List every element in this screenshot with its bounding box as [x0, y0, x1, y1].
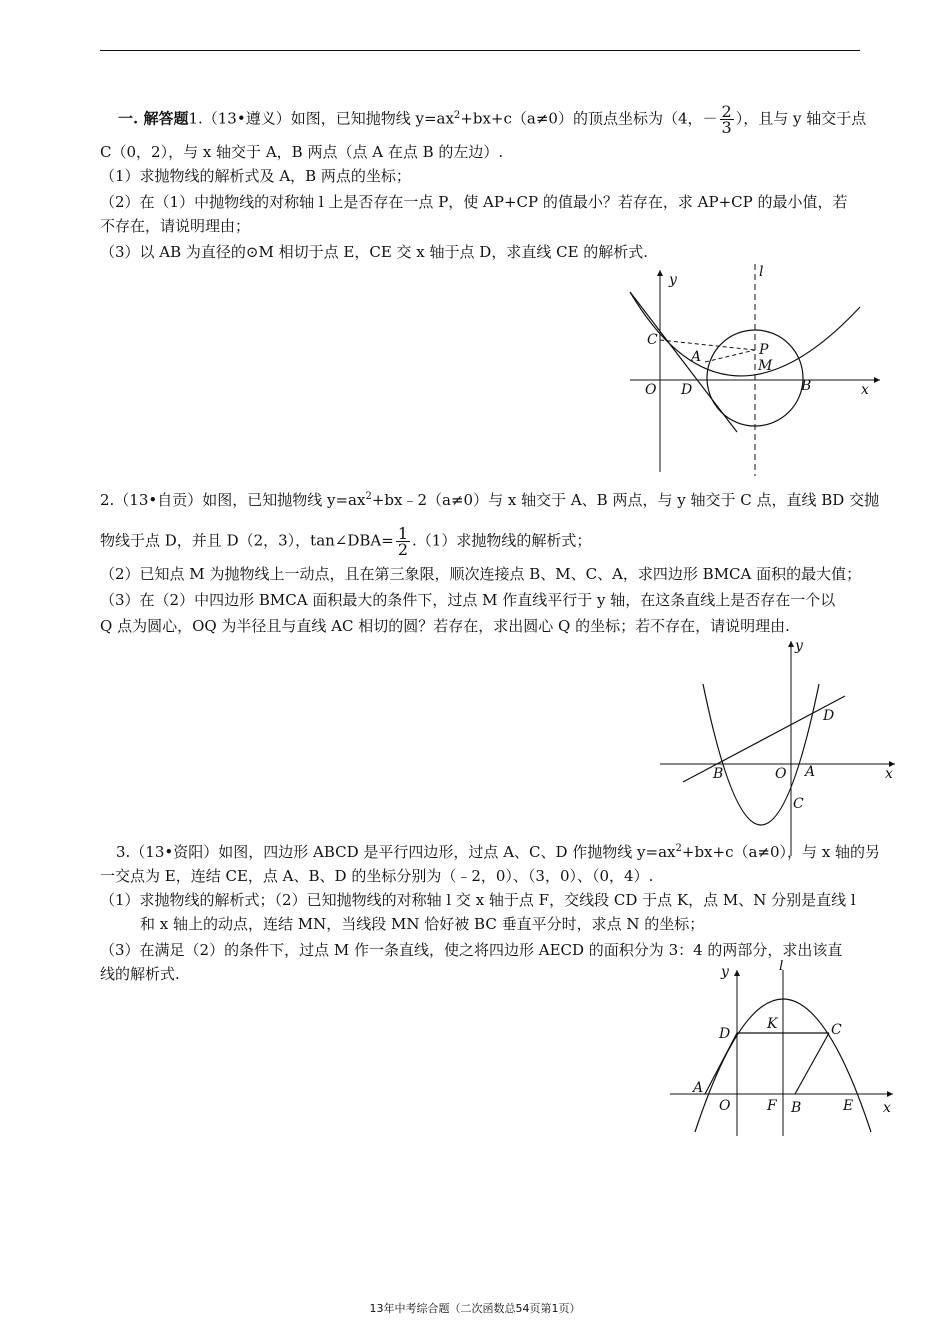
q3-figure	[665, 960, 900, 1144]
fig-label-a: A	[805, 764, 816, 780]
fig-label-e: E	[843, 1098, 854, 1114]
fig-label-b: B	[713, 766, 724, 782]
fig-label-c: C	[793, 796, 804, 812]
q3-line-4: 和 x 轴上的动点，连结 MN，当线段 MN 恰好被 BC 垂直平分时，求点 N 的坐标；	[140, 915, 705, 933]
fig-label-x: x	[885, 766, 893, 782]
side-ad	[705, 1033, 737, 1094]
section-heading: 一. 解答题	[118, 109, 189, 128]
q2-line-5: Q 点为圆心，OQ 为半径且与直线 AC 相切的圆？若存在，求出圆心 Q 的坐标；若不存在，请说明理由.	[100, 617, 790, 635]
q1-line-4: （2）在（1）中抛物线的对称轴 l 上是否存在一点 P，使 AP+CP 的值最小？若存在，求 AP+CP 的最小值，若	[100, 193, 848, 211]
fig-label-k: K	[767, 1016, 778, 1032]
fig-label-y: y	[721, 964, 729, 980]
q3-line-1: 3.（13•资阳）如图，四边形 ABCD 是平行四边形，过点 A、C、D 作抛物线 $y=ax^2+bx+c(a\ne 0)$，与 x 轴的另	[116, 843, 881, 861]
fig-label-o: O	[719, 1098, 731, 1114]
fig-label-o: O	[645, 382, 657, 398]
q2-line-4: （3）在（2）中四边形 BMCA 面积最大的条件下，过点 M 作直线平行于 y 轴，在这条直线上是否存在一个以	[100, 591, 836, 609]
fig-label-y: y	[669, 272, 677, 288]
fig-label-c: C	[647, 332, 658, 348]
q1-line-6: （3）以 AB 为直径的⊙M 相切于点 E，CE 交 x 轴于点 D，求直线 CE 的解析式.	[100, 243, 649, 261]
q3-line-6: 线的解析式.	[100, 965, 180, 983]
q1-line-5: 不存在，请说明理由；	[100, 217, 251, 235]
q1-line-3: （1）求抛物线的解析式及 A，B 两点的坐标；	[100, 167, 411, 185]
fig-label-x: x	[883, 1100, 891, 1116]
vertex-fraction: $\frac{2}{3}$	[721, 102, 732, 137]
q3-line-3: （1）求抛物线的解析式；（2）已知抛物线的对称轴 l 交 x 轴于点 F，交线段 CD 于点 K，点 M、N 分别是直线 l	[100, 891, 856, 909]
fig-label-o: O	[775, 766, 787, 782]
fig-label-l: l	[759, 264, 764, 280]
side-cb	[795, 1033, 829, 1094]
q1-line-2: C（0，2），与 x 轴交于 A，B 两点（点 A 在点 B 的左边）.	[100, 143, 504, 161]
fig-label-d: D	[719, 1026, 731, 1042]
q2-line-3: （2）已知点 M 为抛物线上一动点，且在第三象限，顺次连接点 B、M、C、A，求四边形 BMCA 面积的最大值；	[100, 565, 862, 583]
fig-label-b: B	[801, 378, 812, 394]
q2-line-1: 2.（13•自贡）如图，已知抛物线 $y=ax^2+bx﹣2(a\ne 0)$与 x 轴交于 A、B 两点，与 y 轴交于 C 点，直线 BD 交抛	[100, 491, 880, 509]
parabola	[630, 292, 860, 376]
fig-label-m: M	[758, 358, 773, 374]
fig-label-p: P	[759, 342, 769, 358]
header-rule	[100, 50, 860, 51]
q1-figure	[625, 262, 885, 484]
fig-label-d: D	[681, 382, 693, 398]
q1-line-1: 一. 解答题1.（13•遵义）如图，已知抛物线 $y=ax^2+bx+c(a\ne 0)$的顶点坐标为（4，－ $\frac{2}{3}$ ），且与 y 轴交于点	[118, 102, 867, 137]
page-footer: 13年中考综合题（二次函数总54页第1页）	[369, 1302, 581, 1315]
fig-label-a: A	[691, 349, 702, 365]
q2-figure	[655, 636, 900, 865]
line-ce	[630, 292, 737, 432]
q3-line-2: 一交点为 E，连结 CE，点 A、B、D 的坐标分别为（﹣2，0）、（3，0）、（0，4）.	[100, 867, 654, 885]
q3-line-5: （3）在满足（2）的条件下，过点 M 作一条直线，使之将四边形 AECD 的面积分为 3：4 的两部分，求出该直	[100, 941, 843, 959]
line-bd	[683, 696, 845, 782]
fig-label-f: F	[767, 1098, 777, 1114]
fig-label-y: y	[795, 638, 803, 654]
fig-label-d: D	[823, 708, 835, 724]
fig-label-b: B	[791, 1100, 802, 1116]
fig-label-l: l	[779, 960, 784, 974]
fig-label-a: A	[693, 1080, 704, 1096]
q2-line-2: 物线于点 D，并且 D（2，3），tan∠DBA= $\frac{1}{2}$ .（1）求抛物线的解析式；	[100, 524, 592, 559]
tan-fraction: $\frac{1}{2}$	[397, 524, 409, 559]
fig-label-x: x	[861, 382, 869, 398]
fig-label-c: C	[831, 1022, 842, 1038]
